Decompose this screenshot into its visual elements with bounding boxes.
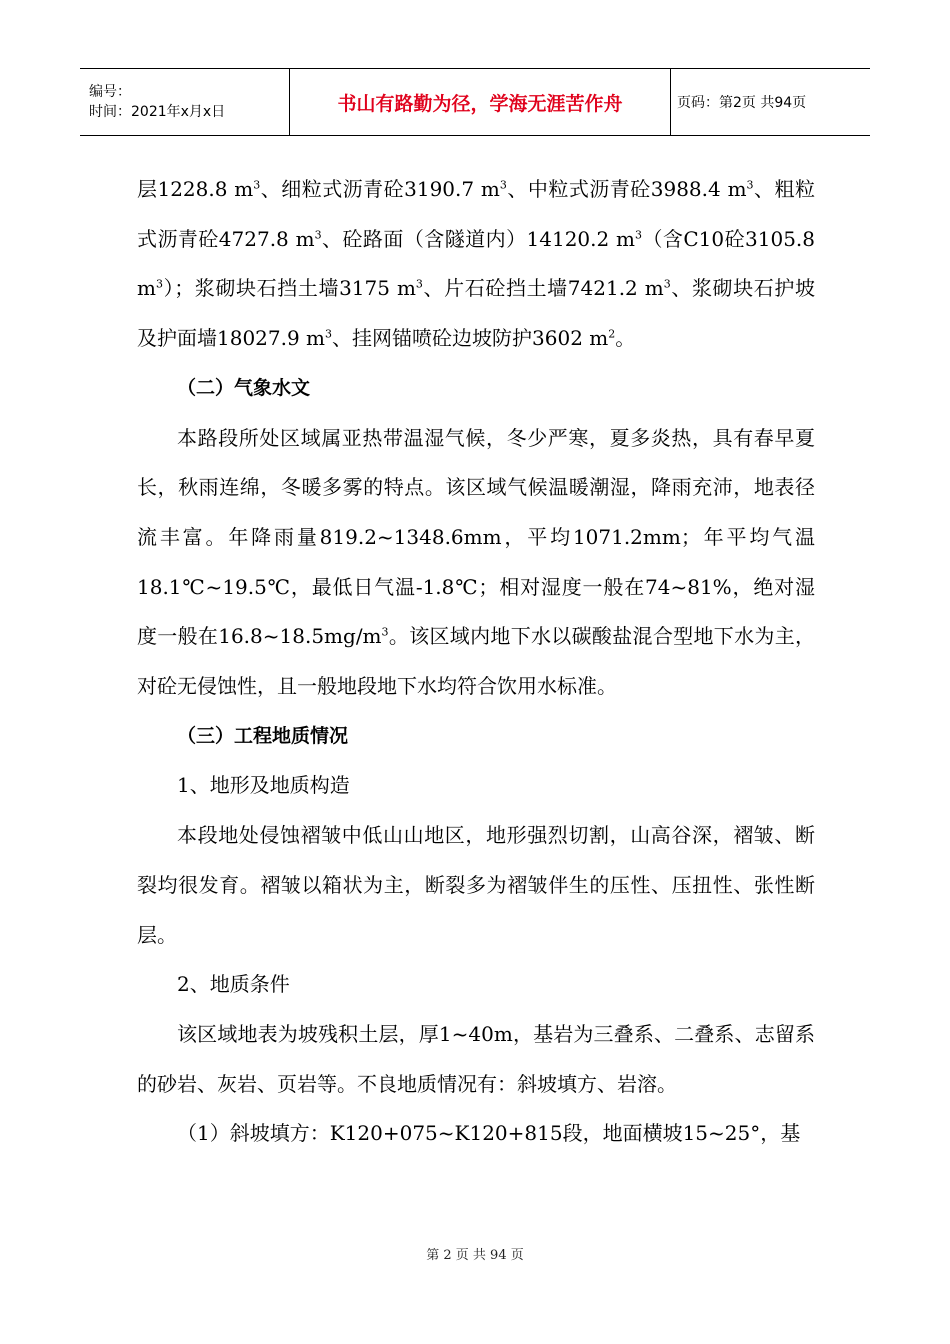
paragraph-terrain: 本段地处侵蚀褶皱中低山山地区，地形强烈切割，山高谷深，褶皱、断裂均很发育。褶皱以箱状为主，断裂多为褶皱伴生的压性、压扭性、张性断层。 [137,823,815,947]
heading-climate: （二）气象水文 [177,376,311,399]
date-label: 时间：2021年x月x日 [89,104,226,120]
paragraph-slope-fill: （1）斜坡填方：K120+075~K120+815段，地面横坡15~25°，基 [177,1121,801,1146]
page-footer: 第 2 页 共 94 页 [426,1248,524,1263]
paragraph-conditions: 该区域地表为坡残积土层，厚1~40m，基岩为三叠系、二叠系、志留系的砂岩、灰岩、页岩等。不良地质情况有：斜坡填方、岩溶。 [137,1021,815,1096]
header-motto: 书山有路勤为径，学海无涯苦作舟 [290,69,671,136]
header-meta [80,69,290,136]
subheading-terrain: 1、地形及地质构造 [177,773,350,798]
header-page-label: 页码：第2页 共94页 [671,69,871,136]
number-label: 编号： [89,84,131,100]
subheading-conditions: 2、地质条件 [177,972,290,997]
heading-geology: （三）工程地质情况 [177,724,349,747]
paragraph-materials: 层1228.8 $m^3$、细粒式沥青砼3190.7 $m^3$、中粒式沥青砼3988.4 $m^3$、粗粒式沥青砼4727.8 $m^3$、砼路面（含隧道内）14120.2 $m^3$（含C10砼3105.8 $m^3$）；浆砌块石挡土墙3175 $m^3$、片石砼挡土墙7421.2 $m^3$、浆砌块石护坡及护面墙18027.9 $m^3$、挂网锚喷砼边坡防护3602 $m^2$。 [137,177,816,351]
paragraph-climate: 本路段所处区域属亚热带温湿气候，冬少严寒，夏多炎热，具有春早夏长，秋雨连绵，冬暖多雾的特点。该区域气候温暖潮湿，降雨充沛，地表径流丰富。年降雨量819.2~1348.6mm，平均1071.2mm；年平均气温18.1℃~19.5℃，最低日气温-1.8℃；相对湿度一般在74~81%，绝对湿度一般在$16.8\sim 18.5mg/m^3$。该区域内地下水以碳酸盐混合型地下水为主，对砼无侵蚀性，且一般地段地下水均符合饮用水标准。 [137,425,816,699]
document-body [137,165,815,1159]
page-header [80,68,870,136]
